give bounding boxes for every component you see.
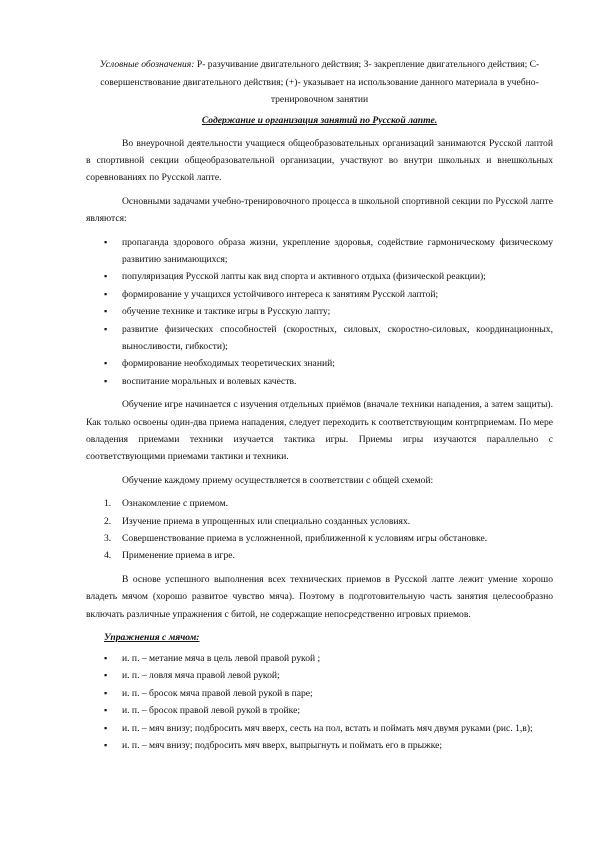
list-item [86, 547, 553, 564]
step-text: Совершенствование приема в усложненной, приближенной к условиям игры обстановке. [122, 533, 488, 545]
list-item: ▪ и. п. – мяч внизу; подбросить мяч вверх, сесть на пол, встать и поймать мяч двумя руками (рис. 1,в); [86, 720, 553, 737]
step-number: 1. [104, 498, 112, 510]
step-text: Применение приема в игре. [122, 550, 235, 562]
step-number: 2. [104, 515, 112, 527]
step-number: 4. [104, 550, 112, 562]
legend-body: Р- разучивание двигательного действия; З- закрепление двигательного действия; С- совершенствование двигательного действия; (+)- указывает на использование данного материала в учебно-тренировочном занятии [100, 59, 540, 105]
list-item: ▪ развитие физических способностей (скоростных, силовых, скоростно-силовых, координационных, выносливости, гибкости); [86, 321, 553, 356]
section-title: Содержание и организация занятий по Русской лапте. [201, 114, 438, 126]
paragraph-ball-feel: В основе успешного выполнения всех технических приемов в Русской лапте лежит умение хорошо владеть мячом (хорошо развитое чувство мяча). Поэтому в подготовительную часть занятия целесообразно включать различные упражнения с битой, не содержащие непосредственно игровых приемов. [86, 573, 553, 620]
paragraph-scheme-lead: Обучение каждому приему осуществляется в соответствии с общей схемой: [122, 474, 434, 486]
step-text: Изучение приема в упрощенных или специально созданных условиях. [122, 515, 411, 527]
list-item [86, 513, 553, 530]
legend-lead: Условные обозначения: [99, 59, 195, 70]
list-item [86, 495, 553, 512]
list-item: ▪ и. п. – метание мяча в цель левой правой рукой ; [86, 650, 553, 667]
tasks-list [86, 234, 553, 391]
list-item [86, 530, 553, 547]
steps-list [86, 495, 553, 565]
list-item: ▪ воспитание моральных и волевых качеств. [86, 373, 553, 390]
list-item: ▪ и. п. – бросок мяча правой левой рукой в паре; [86, 685, 553, 702]
list-item: ▪ пропаганда здорового образа жизни, укрепление здоровья, содействие гармоническому физическому развитию занимающихся; [86, 234, 553, 269]
list-item: ▪ и. п. – бросок правой левой рукой в тройке; [86, 702, 553, 719]
exercises-list [86, 650, 553, 754]
paragraph-tasks-lead: Основными задачами учебно-тренировочного процесса в школьной спортивной секции по Русской лапте являются: [86, 195, 553, 225]
legend-note [86, 56, 553, 109]
list-item: ▪ популяризация Русской лапты как вид спорта и активного отдыха (физической реакции); [86, 268, 553, 285]
paragraph-intro: Во внеурочной деятельности учащиеся общеобразовательных организаций занимаются Русской лаптой в спортивной секции общеобразовательной организации, участвуют во внутри школьных и внешкольных соревнованиях по Русской лапте. [86, 137, 553, 184]
step-number: 3. [104, 533, 112, 545]
step-text: Ознакомление с приемом. [122, 498, 229, 510]
list-item: ▪ и. п. – мяч внизу; подбросить мяч вверх, выпрыгнуть и поймать его в прыжке; [86, 737, 553, 754]
list-item: ▪ формирование необходимых теоретических знаний; [86, 355, 553, 372]
paragraph-teaching-order: Обучение игре начинается с изучения отдельных приёмов (вначале техники нападения, а затем защиты). Как только освоены один-два приема нападения, следует переходить к соответствующим контрприемам. По мере овладения приемами техники изучается тактика игры. Приемы игры изучаются параллельно с соответствующими приемами тактики и техники. [86, 399, 553, 463]
list-item: ▪ обучение технике и тактике игры в Русскую лапту; [86, 303, 553, 320]
list-item: ▪ и. п. – ловля мяча правой левой рукой; [86, 667, 553, 684]
exercises-title: Упражнения с мячом: [104, 632, 200, 644]
list-item: ▪ формирование у учащихся устойчивого интереса к занятиям Русской лаптой; [86, 286, 553, 303]
